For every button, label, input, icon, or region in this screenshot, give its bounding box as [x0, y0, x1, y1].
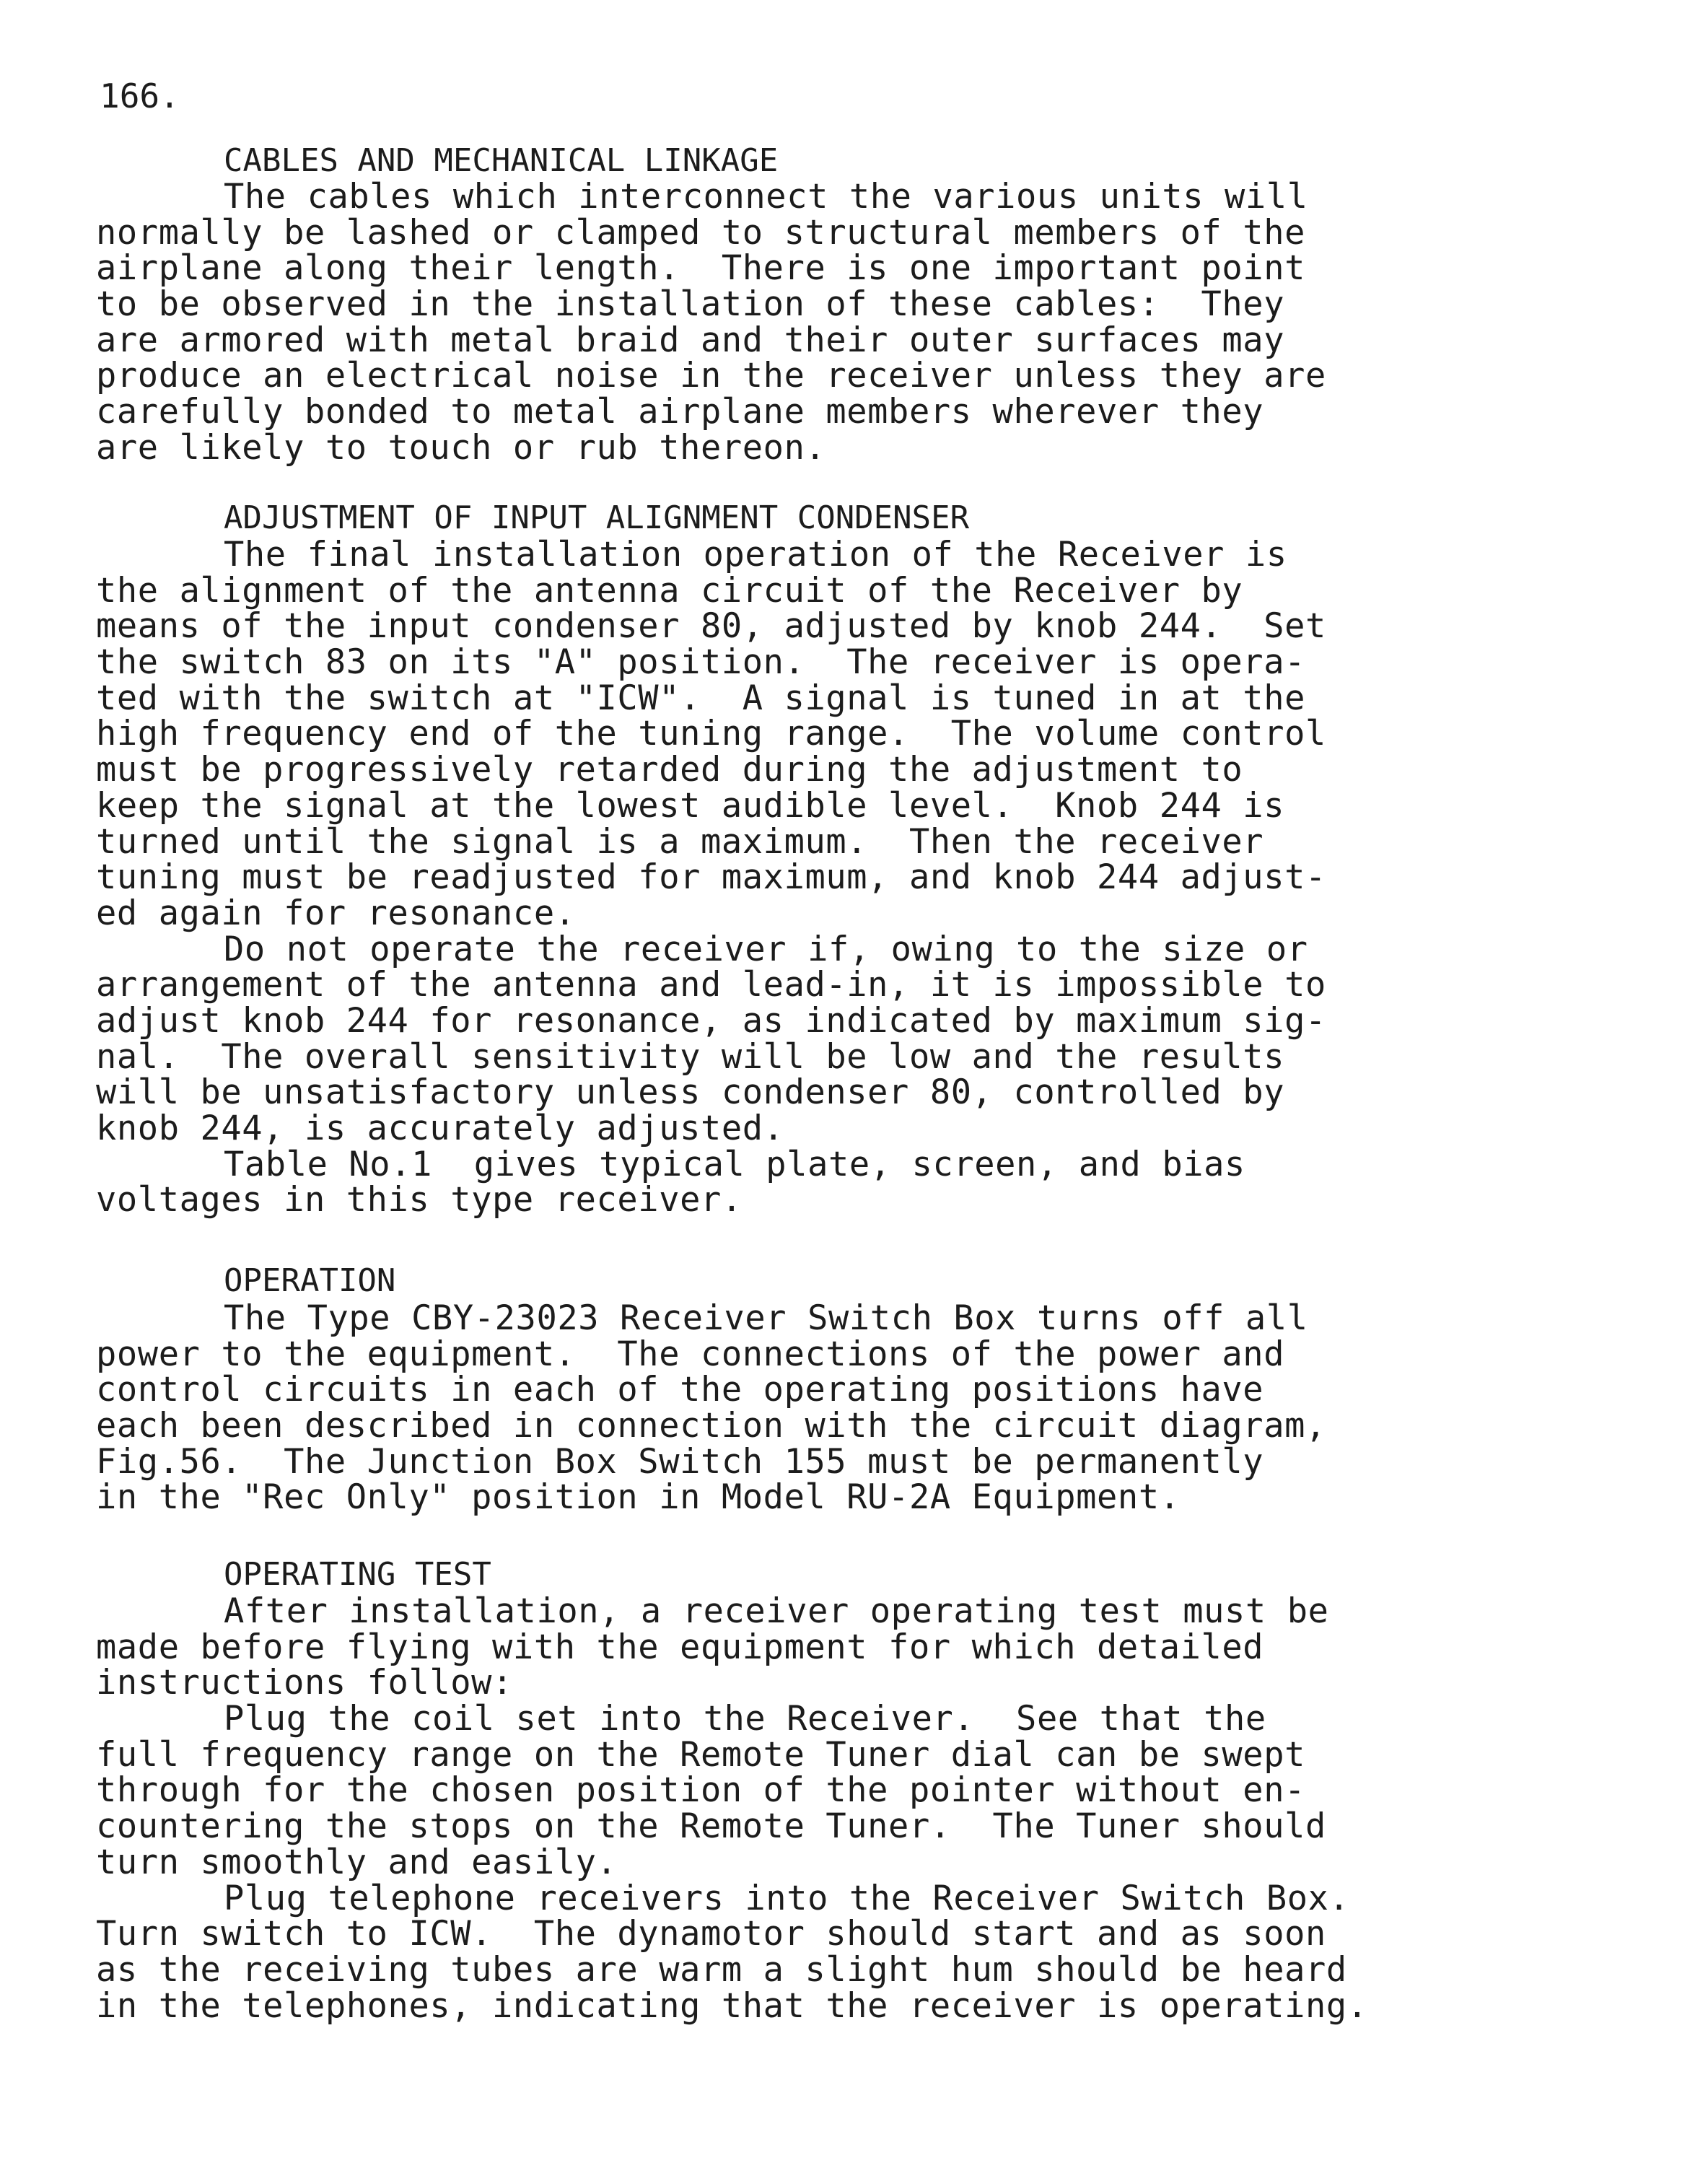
text-line: the switch 83 on its "A" position. The receiver is opera- [96, 642, 1305, 683]
text-line: in the telephones, indicating that the receiver is operating. [96, 1985, 1368, 2026]
text-line: countering the stops on the Remote Tuner. The Tuner should [96, 1806, 1326, 1847]
text-line: Table No.1 gives typical plate, screen, and bias [224, 1144, 1245, 1184]
text-line: made before flying with the equipment for which detailed [96, 1627, 1264, 1667]
section-heading-operation: OPERATION [224, 1262, 396, 1299]
text-line: adjust knob 244 for resonance, as indicated by maximum sig- [96, 1000, 1326, 1041]
text-line: are armored with metal braid and their outer surfaces may [96, 320, 1285, 360]
text-line: the alignment of the antenna circuit of the Receiver by [96, 570, 1243, 611]
text-line: to be observed in the installation of these cables: They [96, 284, 1285, 325]
text-line: arrangement of the antenna and lead-in, it is impossible to [96, 965, 1326, 1005]
text-line: turned until the signal is a maximum. Then the receiver [96, 821, 1264, 862]
text-line: produce an electrical noise in the receiver unless they are [96, 356, 1326, 396]
text-line: airplane along their length. There is one important point [96, 248, 1305, 289]
text-line: each been described in connection with the circuit diagram, [96, 1406, 1326, 1446]
page-number: 166. [100, 77, 180, 115]
text-line: means of the input condenser 80, adjusted by knob 244. Set [96, 606, 1326, 647]
text-line: voltages in this type receiver. [96, 1180, 743, 1220]
section-heading-operating-test: OPERATING TEST [224, 1556, 491, 1593]
text-line: high frequency end of the tuning range. The volume control [96, 714, 1326, 754]
text-line: Plug the coil set into the Receiver. See that the [224, 1699, 1266, 1739]
text-line: are likely to touch or rub thereon. [96, 427, 826, 468]
text-line: instructions follow: [96, 1663, 513, 1703]
text-line: as the receiving tubes are warm a slight hum should be heard [96, 1949, 1347, 1990]
text-line: The cables which interconnect the various units will [224, 177, 1308, 217]
section-body-operating-test [96, 1591, 1683, 2026]
text-line: Plug telephone receivers into the Receiver Switch Box. [224, 1878, 1350, 1918]
section-body-cables-and-mechanical-linkage [96, 179, 1683, 466]
text-line: tuning must be readjusted for maximum, and knob 244 adjust- [96, 857, 1326, 898]
text-line: in the "Rec Only" position in Model RU-2A Equipment. [96, 1477, 1181, 1518]
text-line: turn smoothly and easily. [96, 1842, 618, 1882]
section-body-adjustment-of-input-alignment-condenser [96, 537, 1683, 1218]
text-line: control circuits in each of the operating positions have [96, 1370, 1264, 1410]
text-line: power to the equipment. The connections of the power and [96, 1334, 1285, 1374]
text-line: Do not operate the receiver if, owing to the size or [224, 929, 1308, 969]
text-line: ted with the switch at "ICW". A signal is tuned in at the [96, 678, 1305, 718]
text-line: The Type CBY-23023 Receiver Switch Box turns off all [224, 1298, 1308, 1338]
text-line: nal. The overall sensitivity will be low and the results [96, 1036, 1285, 1077]
text-line: ed again for resonance. [96, 893, 576, 933]
text-line: through for the chosen position of the pointer without en- [96, 1770, 1305, 1811]
section-heading-cables-and-mechanical-linkage: CABLES AND MECHANICAL LINKAGE [224, 142, 779, 179]
section-heading-adjustment-of-input-alignment-condenser: ADJUSTMENT OF INPUT ALIGNMENT CONDENSER [224, 499, 970, 536]
text-line: Turn switch to ICW. The dynamotor should start and as soon [96, 1914, 1326, 1954]
text-line: keep the signal at the lowest audible level. Knob 244 is [96, 785, 1285, 826]
text-line: full frequency range on the Remote Tuner dial can be swept [96, 1734, 1305, 1775]
text-line: Fig.56. The Junction Box Switch 155 must be permanently [96, 1441, 1264, 1482]
text-line: The final installation operation of the Receiver is [224, 535, 1287, 574]
text-line: normally be lashed or clamped to structural members of the [96, 212, 1305, 253]
text-line: will be unsatisfactory unless condenser 80, controlled by [96, 1072, 1285, 1113]
text-line: knob 244, is accurately adjusted. [96, 1109, 784, 1148]
text-line: must be progressively retarded during the adjustment to [96, 750, 1243, 790]
text-line: carefully bonded to metal airplane members wherever they [96, 392, 1264, 432]
section-body-operation [96, 1298, 1683, 1518]
text-line: After installation, a receiver operating test must be [224, 1591, 1329, 1631]
